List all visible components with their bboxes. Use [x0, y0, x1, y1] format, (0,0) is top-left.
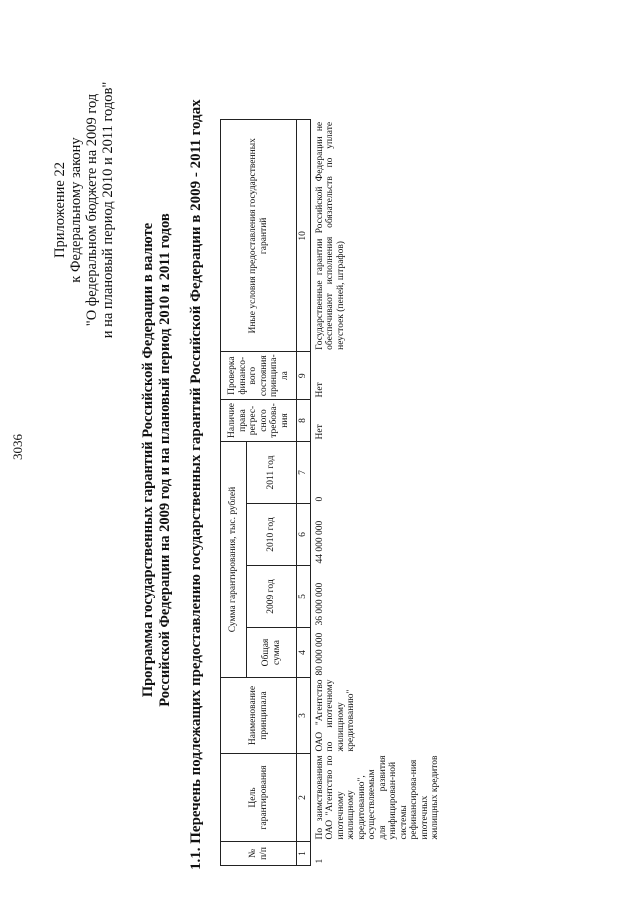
column-number: 9: [297, 352, 311, 400]
row-total: 80 000 000: [314, 632, 325, 676]
header-amount-group: Сумма гарантирования, тыс. рублей: [221, 442, 247, 678]
section-heading: 1.1. Перечень подлежащих предоставлению государственных гарантий Российской Федерации в 2009 - 2011 годах: [188, 99, 204, 870]
program-title-line: Российской Федерации на 2009 год и на плановый период 2010 и 2011 годов: [157, 213, 173, 707]
appendix-line: "О федеральном бюджете на 2009 год: [84, 93, 100, 327]
appendix-line: Приложение 22: [52, 162, 68, 258]
row-2009: 36 000 000: [314, 582, 325, 626]
header-2011: 2011 год: [247, 442, 297, 504]
column-number: 5: [297, 566, 311, 628]
row-purpose: По заимствованиям ОАО "Агентство по ипотечному жилищному кредитованию", осуществляемым для развития унифицирован-ной системы рефинансирова-ния ипотечных жилищных кредитов: [314, 755, 440, 840]
column-number: 2: [297, 754, 311, 842]
column-number: 1: [297, 842, 311, 866]
row-check: Нет: [314, 382, 325, 398]
header-2009: 2009 год: [247, 566, 297, 628]
header-check: Проверка финансо-вого состояния принципа-ла: [221, 352, 297, 400]
row-2010: 44 000 000: [314, 520, 325, 564]
guarantees-table: [220, 119, 442, 866]
header-total: Общая сумма: [247, 628, 297, 678]
column-number: 8: [297, 400, 311, 442]
header-num: № п/п: [221, 842, 297, 866]
row-num: 1: [314, 858, 325, 864]
column-number: 3: [297, 678, 311, 754]
program-title-line: Программа государственных гарантий Российской Федерации в валюте: [140, 222, 156, 698]
appendix-line: и на плановый период 2010 и 2011 годов": [100, 81, 116, 339]
table-row: [310, 120, 442, 866]
header-principal: Наименование принципала: [221, 678, 297, 754]
column-number: 4: [297, 628, 311, 678]
page-number: 3036: [10, 434, 25, 460]
column-number: 7: [297, 442, 311, 504]
row-regress: Нет: [314, 424, 325, 440]
row-other-conditions: Государственные гарантии Российской Федерации не обеспечивают исполнения обязательств по уплате неустоек (пеней, штрафов): [314, 121, 346, 350]
row-2011: 0: [314, 496, 325, 502]
column-number: 10: [297, 120, 311, 352]
header-regress: Наличие права регрес-сного требова-ния: [221, 400, 297, 442]
appendix-line: к Федеральному закону: [68, 137, 84, 283]
program-title: [140, 160, 174, 760]
header-purpose: Цель гарантирования: [221, 754, 297, 842]
header-other-conditions: Иные условия предоставления государственных гарантий: [221, 120, 297, 352]
appendix-header: [52, 0, 116, 420]
row-principal: ОАО "Агентство по ипотечному жилищному кредитованию": [314, 679, 356, 752]
header-2010: 2010 год: [247, 504, 297, 566]
column-number: 6: [297, 504, 311, 566]
